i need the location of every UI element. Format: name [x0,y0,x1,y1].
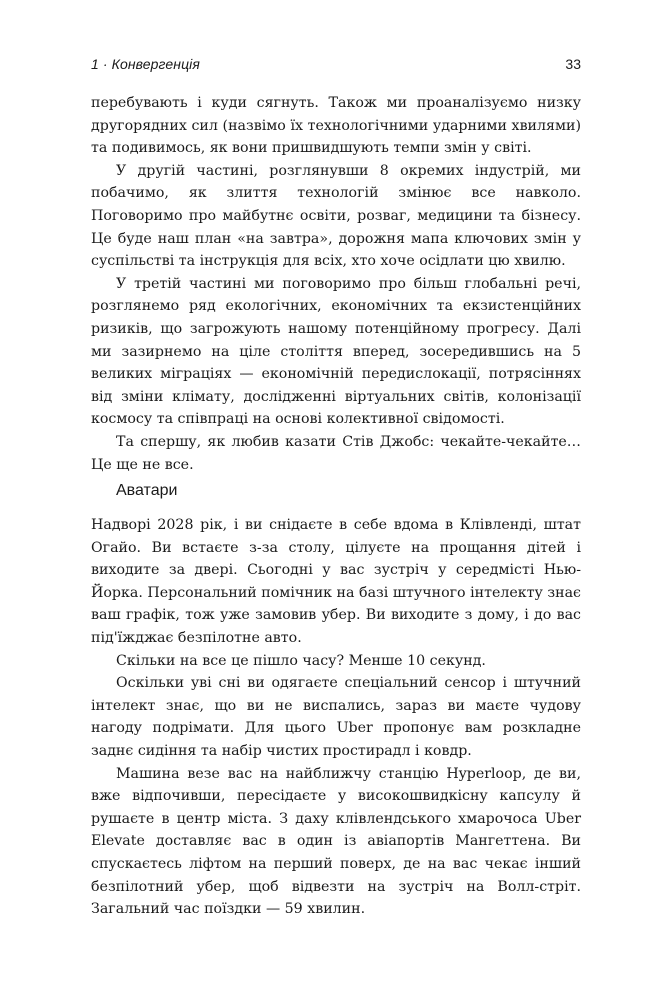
paragraph: Надворі 2028 рік, і ви снідаєте в себе вдома в Клівленді, штат Огайо. Ви встаєте з-за столу, цілуєте на прощання дітей і виходите за двері. Сьогодні у вас зустріч у середмісті Нью-Йорка. Персональний помічник на базі штучного інтелекту знає ваш графік, тож уже замовив убер. Ви виходите з дому, і до вас під'їжджає безпілотне авто. [91,517,581,646]
paragraph: Та спершу, як любив казати Стів Джобс: чекайте-чекайте… Це ще не все. [91,433,581,473]
paragraph: У другій частині, розглянувши 8 окремих індустрій, ми побачимо, як злиття технологій змінює все навколо. Поговоримо про майбутнє освіти, розваг, медицини та бізнесу. Це буде наш план «на завтра», дорожня мапа ключових змін у суспільстві та інструкція для всіх, хто хоче осідлати цю хвилю. [91,162,581,270]
paragraph: перебувають і куди сягнуть. Також ми проаналізуємо низку другорядних сил (назвімо їх технологічними ударними хвилями) та подивимось, як вони пришвидшують темпи змін у світі. [91,95,581,157]
paragraph: Оскільки уві сні ви одягаєте спеціальний сенсор і штучний інтелект знає, що ви не виспались, зараз ви маєте чудову нагоду подрімати. Для цього Uber пропонує вам розкладне заднє сидіння та набір чистих простирадл і ковдр. [91,675,581,759]
running-head: 1 · Конвергенція [91,56,200,72]
paragraph: Машина везе вас на найближчу станцію Hyperloop, де ви, вже відпочивши, пересідаєте у високошвидкісну капсулу й рушаєте в центр міста. З даху клівлендського хмарочоса Uber Elevate доставляє вас в один із авіапортів Мангеттена. Ви спускаєтесь ліфтом на перший поверх, де на вас чекає інший безпілотний убер, щоб відвезти на зустріч на Волл-стріт. Загальний час поїздки — 59 хвилин. [91,765,581,918]
section-heading: Аватари [116,482,178,499]
paragraph: У третій частині ми поговоримо про більш глобальні речі, розглянемо ряд екологічних, економічних та екзистенційних ризиків, що загрожують нашому потенційному прогресу. Далі ми зазирнемо на ціле століття вперед, зосередившись на 5 великих міграціях — економічній передислокації, потрясіннях від зміни клімату, дослідженні віртуальних світів, колонізації космосу та співпраці на основі колективної свідомості. [91,275,581,428]
paragraph: Скільки на все це пішло часу? Менше 10 секунд. [116,652,486,669]
intro-text-block [91,92,581,476]
page-number: 33 [565,56,581,72]
section-text-block [91,514,581,921]
